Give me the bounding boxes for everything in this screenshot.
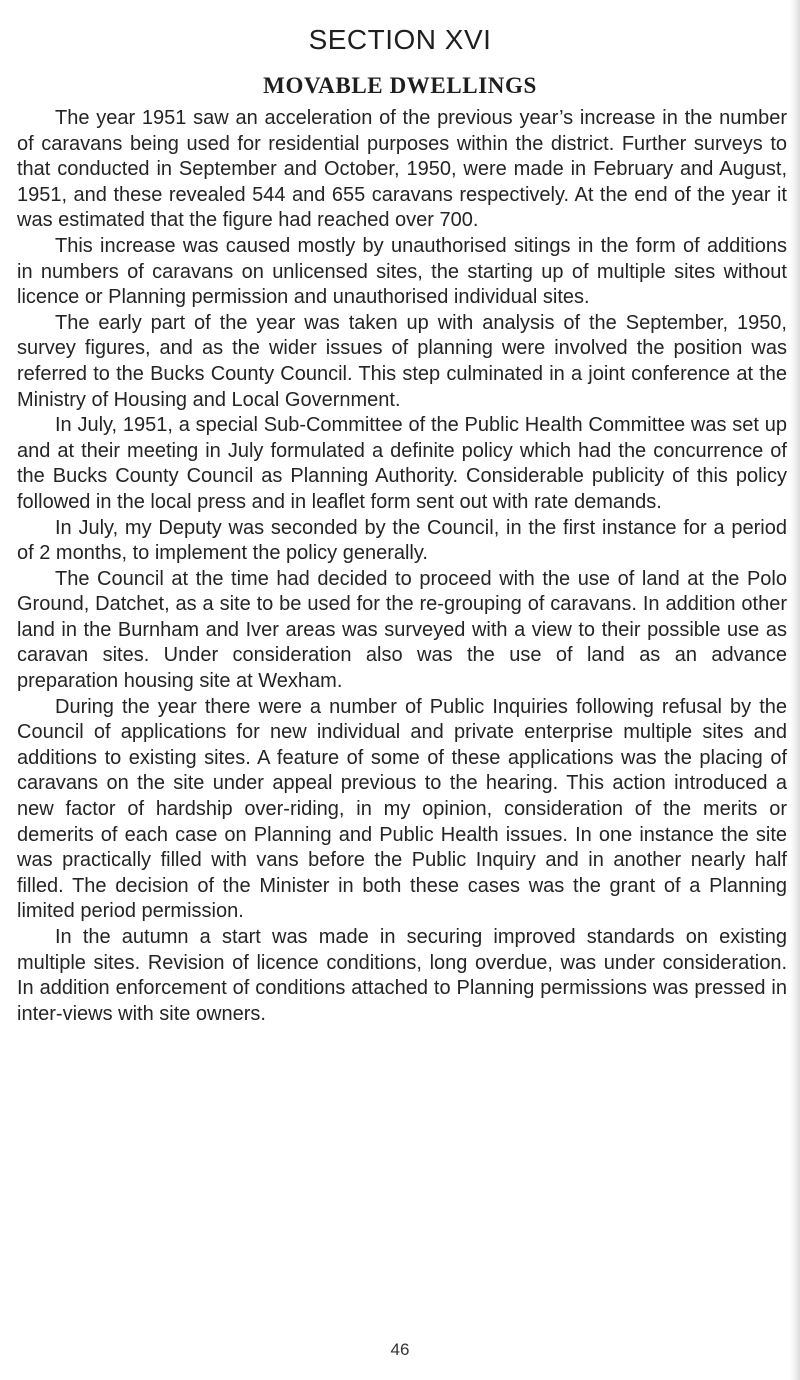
paragraph-8: In the autumn a start was made in securing improved standards on existing multiple sites. Revision of licence conditions, long overdue, was under consideration. In addition enforcement of conditions attached to Planning permissions was pressed in inter-views with site owners.	[17, 926, 787, 1025]
paragraph-3: The early part of the year was taken up with analysis of the September, 1950, survey figures, and as the wider issues of planning were involved the position was referred to the Bucks County Council. This step culminated in a joint conference at the Ministry of Housing and Local Government.	[17, 311, 787, 411]
page-number: 46	[390, 1340, 410, 1359]
page-edge-shadow	[790, 0, 800, 1380]
paragraph-2: This increase was caused mostly by unauthorised sitings in the form of additions in numbers of caravans on unlicensed sites, the starting up of multiple sites without licence or Planning permission and unauthorised individual sites.	[17, 234, 787, 309]
paragraph-5: In July, my Deputy was seconded by the Council, in the first instance for a period of 2 months, to implement the policy generally.	[17, 516, 787, 565]
paragraph-6: The Council at the time had decided to proceed with the use of land at the Polo Ground, Datchet, as a site to be used for the re-grouping of caravans. In addition other land in the Burnham and Iver areas was surveyed with a view to their possible use as caravan sites. Under consideration also was the use of land as an advance preparation housing site at Wexham.	[17, 567, 787, 693]
paragraph-1: The year 1951 saw an acceleration of the previous year’s increase in the number of caravans being used for residential purposes within the district. Further surveys to that conducted in September and October, 1950, were made in February and August, 1951, and these revealed 544 and 655 caravans respectively. At the end of the year it was estimated that the figure had reached over 700.	[17, 107, 787, 232]
body-text	[17, 106, 787, 1027]
section-title: SECTION XVI	[308, 24, 492, 55]
paragraph-7: During the year there were a number of Public Inquiries following refusal by the Council of applications for new individual and private enterprise multiple sites and additions to existing sites. A feature of some of these applications was the placing of caravans on the site under appeal previous to the hearing. This action introduced a new factor of hardship over-riding, in my opinion, consideration of the merits or demerits of each case on Planning and Public Health issues. In one instance the site was practically filled with vans before the Public Inquiry and in another nearly half filled. The decision of the Minister in both these cases was the grant of a Planning limited period permission.	[17, 695, 787, 923]
paragraph-4: In July, 1951, a special Sub-Committee of the Public Health Committee was set up and at their meeting in July formulated a definite policy which had the concurrence of the Bucks County Council as Planning Authority. Considerable publicity of this policy followed in the local press and in leaflet form sent out with rate demands.	[17, 414, 787, 513]
section-heading: MOVABLE DWELLINGS	[263, 73, 537, 98]
